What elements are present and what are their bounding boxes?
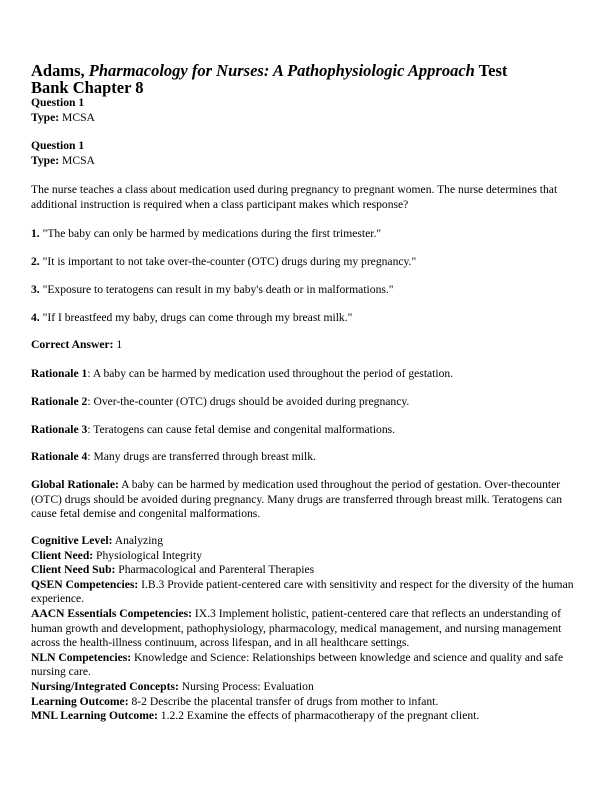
meta-text: 1.2.2 Examine the effects of pharmacotherapy of the pregnant client. <box>157 709 480 723</box>
type-value: MCSA <box>59 110 95 124</box>
meta-label: Nursing/Integrated Concepts: <box>31 679 179 693</box>
question-block <box>31 139 583 168</box>
meta-item <box>31 549 583 564</box>
meta-item <box>31 563 583 578</box>
question-stem: The nurse teaches a class about medication used during pregnancy to pregnant women. The nurse determines that additional instruction is required when a class participant makes which response? <box>31 183 558 211</box>
option <box>31 227 583 242</box>
option-number: 4. <box>31 311 40 324</box>
meta-label: QSEN Competencies: <box>31 577 139 591</box>
meta-text: 8-2 Describe the placental transfer of drugs from mother to infant. <box>128 694 439 708</box>
rationale-label: Rationale 4 <box>31 450 88 463</box>
rationale-text: : Many drugs are transferred through breast milk. <box>87 450 316 463</box>
meta-label: Learning Outcome: <box>31 694 129 708</box>
metadata <box>31 534 583 724</box>
global-rationale <box>31 478 583 522</box>
title-author: Adams, <box>31 61 89 80</box>
type-label: Type: <box>31 153 60 167</box>
meta-label: AACN Essentials Competencies: <box>31 606 193 620</box>
meta-text: Nursing Process: Evaluation <box>178 679 314 693</box>
type-value: MCSA <box>59 153 95 167</box>
option-text: "The baby can only be harmed by medications during the first trimester." <box>39 227 382 240</box>
correct-answer <box>31 338 583 353</box>
title-book: Pharmacology for Nurses: A Pathophysiologic Approach <box>88 61 475 80</box>
document-title <box>31 62 583 96</box>
meta-text: IX.3 Implement holistic, patient-centered care that reflects an understanding of human growth and development, pathophysiology, pharmacology, medical management, and nursing management across the health-illness continuum, across lifespan, and in all healthcare settings. <box>31 606 562 650</box>
question-label: Question 1 <box>31 96 85 109</box>
header-question <box>31 96 583 125</box>
rationale-text: : Teratogens can cause fetal demise and congenital malformations. <box>87 423 396 436</box>
meta-text: Analyzing <box>112 534 164 547</box>
title-chapter: Bank Chapter 8 <box>31 78 144 97</box>
meta-text: Pharmacological and Parenteral Therapies <box>115 563 315 577</box>
option-text: "Exposure to teratogens can result in my baby's death or in malformations." <box>39 283 394 296</box>
meta-label: Client Need Sub: <box>31 563 116 577</box>
meta-label: MNL Learning Outcome: <box>31 709 158 723</box>
option <box>31 255 583 270</box>
option-text: "If I breastfeed my baby, drugs can come through my breast milk." <box>39 311 353 324</box>
title-rest: Test <box>474 61 508 80</box>
option <box>31 283 583 298</box>
meta-item <box>31 534 583 549</box>
rationale <box>31 395 583 410</box>
option-number: 3. <box>31 283 40 296</box>
meta-item <box>31 709 583 724</box>
rationale-label: Rationale 2 <box>31 395 88 408</box>
rationale-label: Rationale 1 <box>31 367 88 380</box>
meta-item <box>31 578 583 607</box>
meta-item <box>31 607 583 651</box>
correct-value: 1 <box>113 338 123 351</box>
option-number: 1. <box>31 227 40 240</box>
meta-label: NLN Competencies: <box>31 650 132 664</box>
meta-item <box>31 651 583 680</box>
question-label: Question 1 <box>31 139 85 152</box>
global-label: Global Rationale: <box>31 478 119 491</box>
rationale <box>31 423 583 438</box>
rationale <box>31 367 583 382</box>
meta-item <box>31 680 583 695</box>
global-text: A baby can be harmed by medication used throughout the period of gestation. Over-thecounter (OTC) drugs should be avoided during pregnancy. Many drugs are transferred through breast milk. Teratogens can cause fetal demise and congenital malformations. <box>31 478 563 521</box>
option <box>31 311 583 326</box>
meta-text: I.B.3 Provide patient-centered care with sensitivity and respect for the diversity of the human experience. <box>31 577 574 606</box>
type-label: Type: <box>31 110 60 124</box>
rationale-label: Rationale 3 <box>31 423 88 436</box>
rationale-text: : A baby can be harmed by medication used throughout the period of gestation. <box>87 367 454 380</box>
meta-item <box>31 695 583 710</box>
rationale <box>31 450 583 465</box>
meta-label: Client Need: <box>31 548 94 562</box>
rationale-text: : Over-the-counter (OTC) drugs should be avoided during pregnancy. <box>87 395 410 408</box>
meta-text: Physiological Integrity <box>93 548 202 562</box>
option-text: "It is important to not take over-the-counter (OTC) drugs during my pregnancy." <box>39 255 417 268</box>
meta-text: Knowledge and Science: Relationships between knowledge and science and quality and safe nursing care. <box>31 650 564 679</box>
correct-label: Correct Answer: <box>31 338 114 351</box>
option-number: 2. <box>31 255 40 268</box>
meta-label: Cognitive Level: <box>31 534 113 547</box>
